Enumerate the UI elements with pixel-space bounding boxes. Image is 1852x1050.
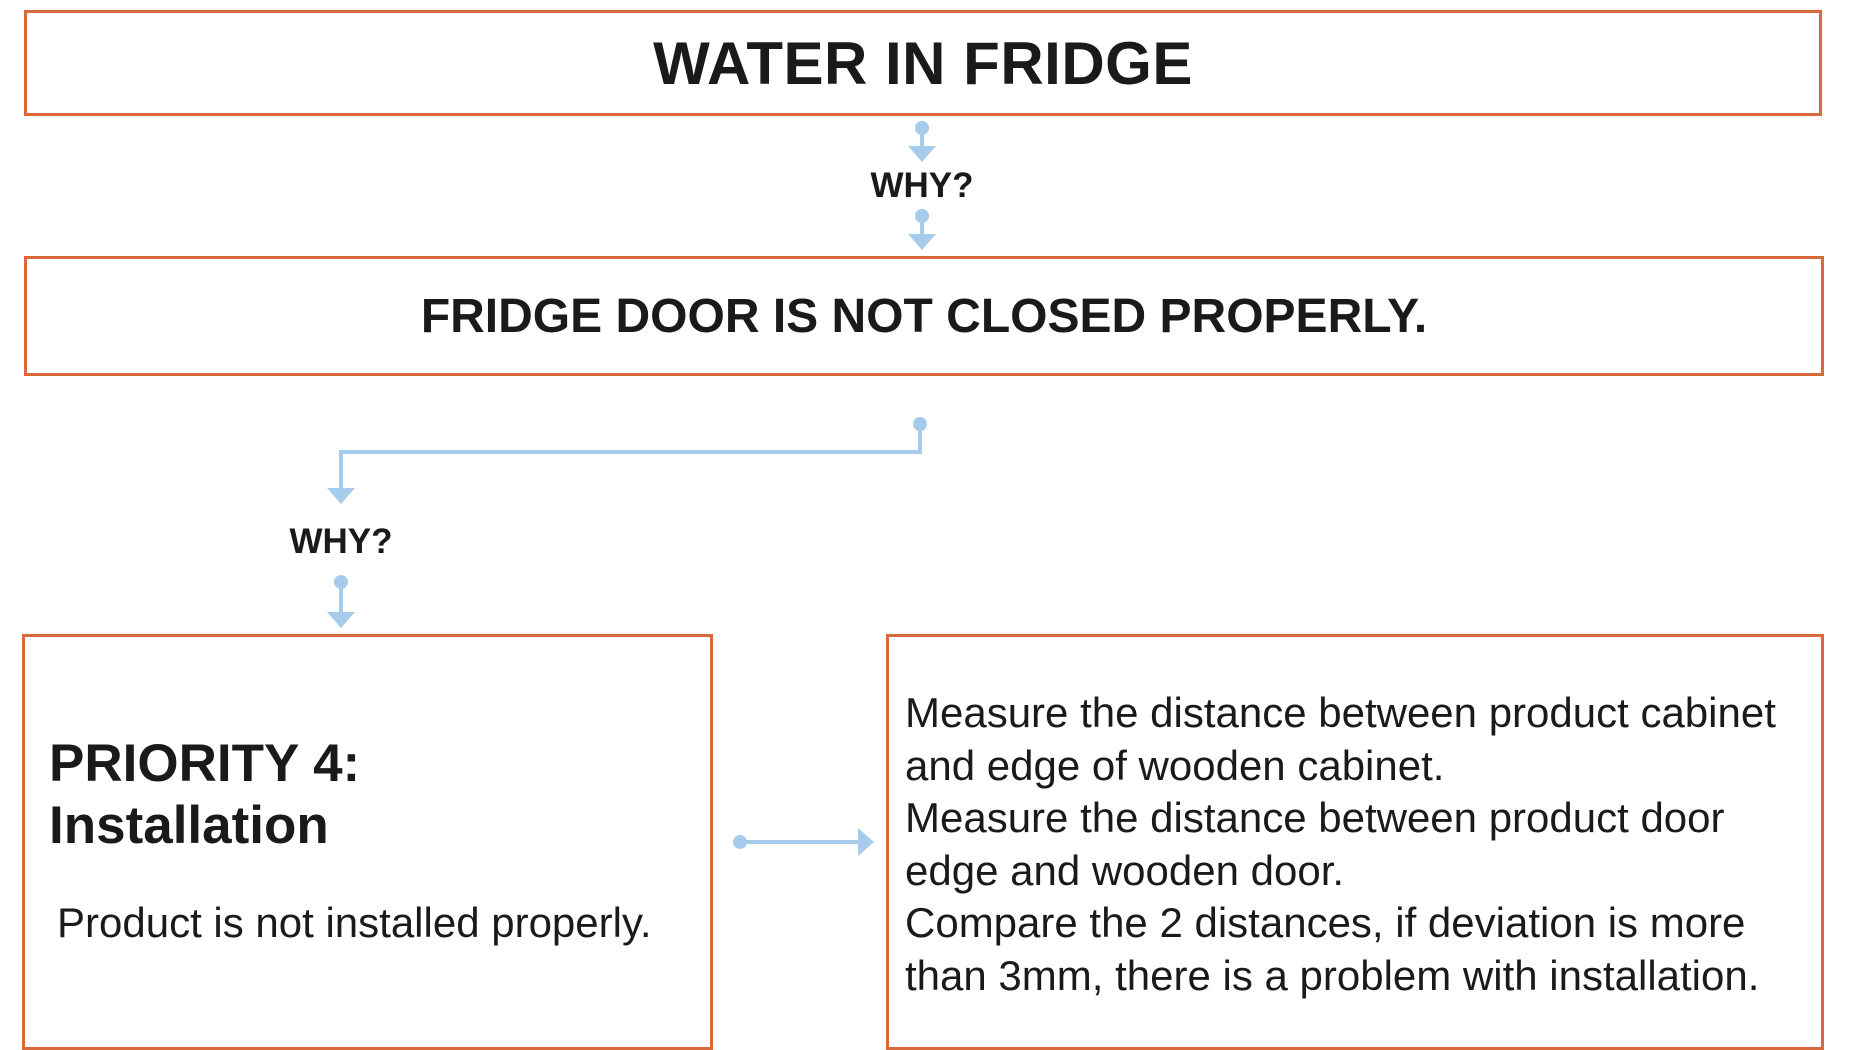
arrowhead	[327, 612, 355, 628]
priority-box	[22, 634, 713, 1050]
connector-dot	[915, 121, 929, 135]
arrowhead	[908, 146, 936, 162]
problem-text: WATER IN FRIDGE	[653, 29, 1193, 97]
check-steps-box	[886, 634, 1824, 1050]
connector-dot	[915, 209, 929, 223]
check-step-1: Measure the distance between product cabinet and edge of wooden cabinet.	[905, 689, 1776, 789]
priority-description: Product is not installed properly.	[57, 899, 652, 946]
arrowhead	[908, 234, 936, 250]
connector-dot	[733, 835, 747, 849]
priority-title	[49, 733, 360, 857]
priority-title-line2: Installation	[49, 796, 329, 855]
check-step-3: Compare the 2 distances, if deviation is more than 3mm, there is a problem with installation.	[905, 899, 1760, 999]
arrowhead	[327, 488, 355, 504]
check-step-2: Measure the distance between product door edge and wooden door.	[905, 794, 1725, 894]
why-label-1: WHY?	[870, 166, 974, 205]
problem-box	[24, 10, 1822, 116]
cause-text: FRIDGE DOOR IS NOT CLOSED PROPERLY.	[420, 289, 1428, 343]
cause-box	[24, 256, 1824, 376]
connector-dot	[334, 575, 348, 589]
connector-dot	[913, 417, 927, 431]
connector-cause-to-why	[341, 424, 920, 490]
why-label-2: WHY?	[289, 522, 393, 561]
arrowhead	[858, 828, 874, 856]
priority-title-line1: PRIORITY 4:	[49, 734, 361, 793]
check-steps-list	[905, 687, 1809, 1002]
